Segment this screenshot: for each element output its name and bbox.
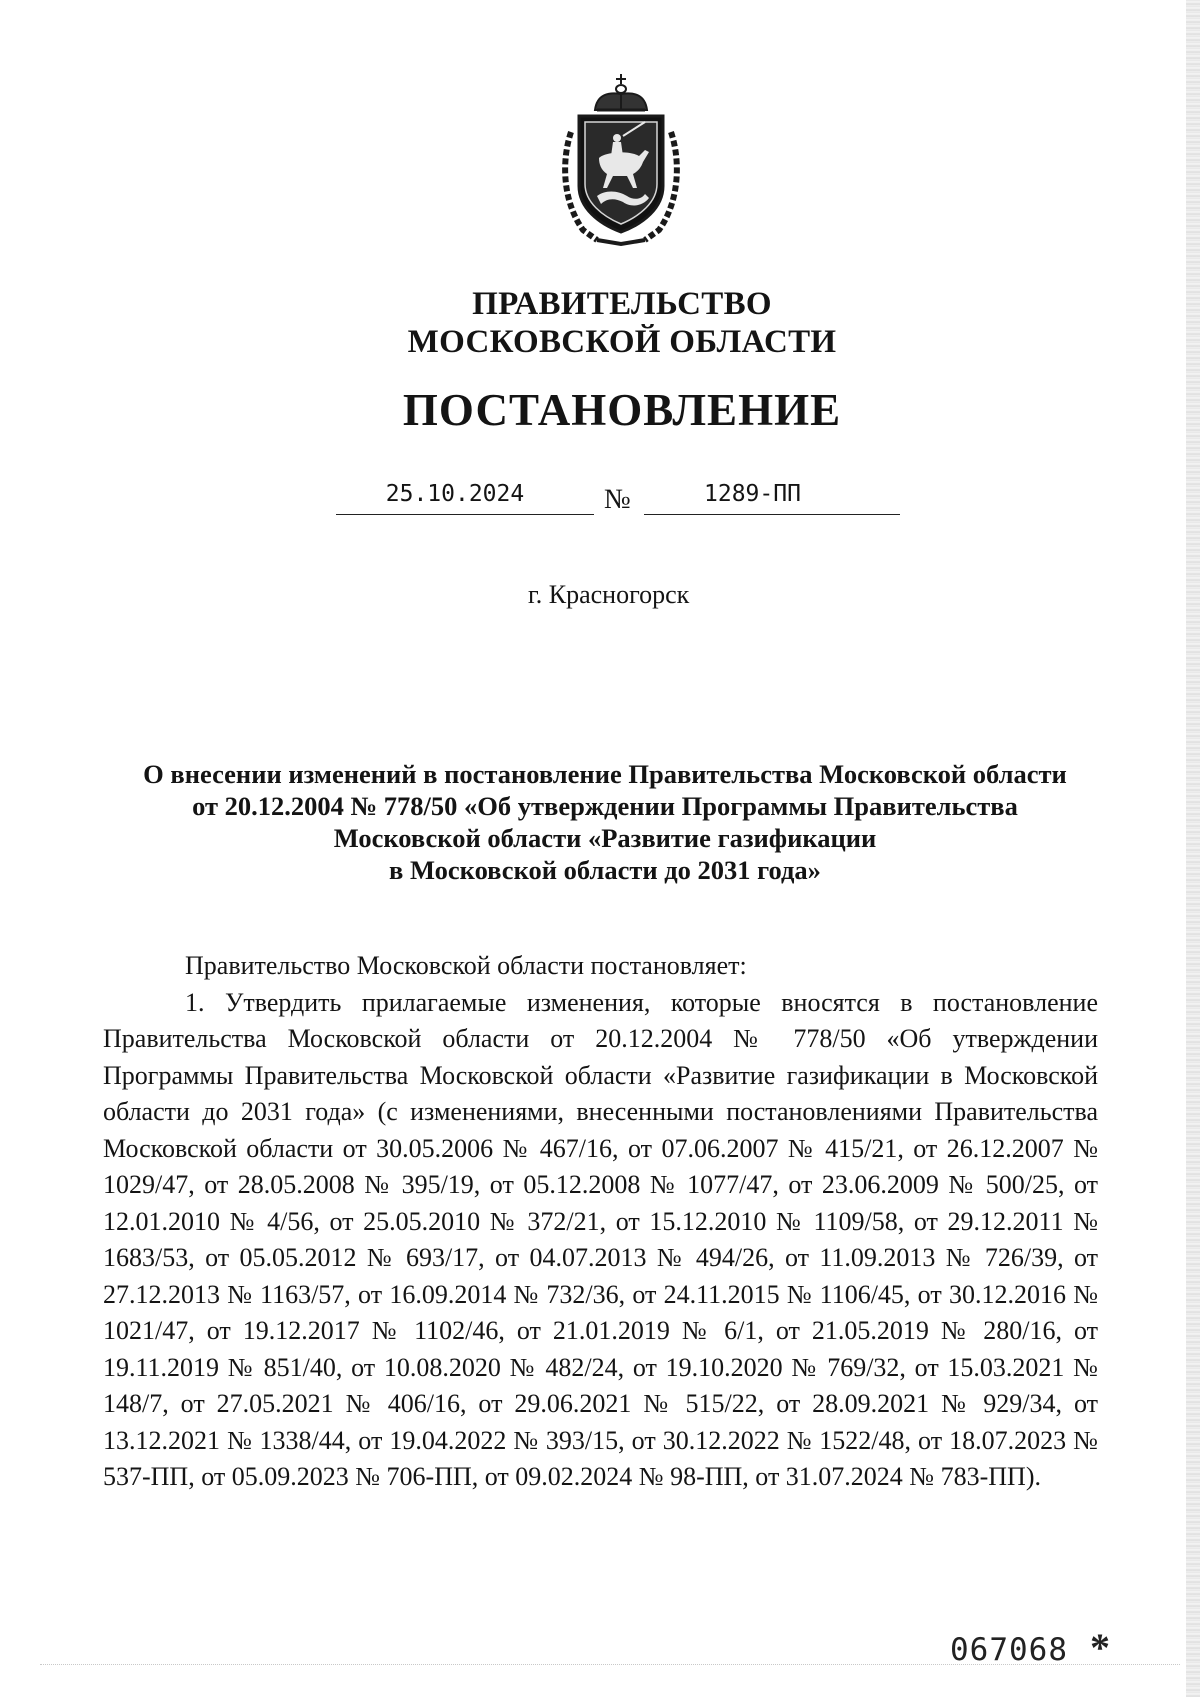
subject-line: от 20.12.2004 № 778/50 «Об утверждении Программы Правительства — [192, 791, 1018, 821]
subject-line: в Московской области до 2031 года» — [389, 855, 821, 885]
form-serial-number: 067068 — [950, 1632, 1068, 1668]
document-date: 25.10.2024 — [385, 481, 525, 507]
subject-line: Московской области «Развитие газификации — [333, 823, 877, 853]
coat-of-arms-icon — [557, 72, 685, 247]
government-title-line2: МОСКОВСКОЙ ОБЛАСТИ — [407, 324, 837, 360]
number-sign: № — [604, 484, 631, 515]
body-preamble: Правительство Московской области постановляет: — [185, 951, 747, 980]
government-title-line1: ПРАВИТЕЛЬСТВО — [472, 286, 772, 322]
serial-asterisk: * — [1090, 1625, 1110, 1670]
document-date-field — [336, 476, 594, 515]
body-clause-1: 1. Утвердить прилагаемые изменения, которые вносятся в постановление Правительства Московской области от 20.12.2004 № 778/50 «Об утверждении Программы Правительства Московской области «Развитие газификации в Московской области до 2031 года» (с изменениями, внесенными постановлениями Правительства Московской области от 30.05.2006 № 467/16, от 07.06.2007 № 415/21, от 26.12.2007 № 1029/47, от 28.05.2008 № 395/19, от 05.12.2008 № 1077/47, от 23.06.2009 № 500/25, от 12.01.2010 № 4/56, от 25.05.2010 № 372/21, от 15.12.2010 № 1109/58, от 29.12.2011 № 1683/53, от 05.05.2012 № 693/17, от 04.07.2013 № 494/26, от 11.09.2013 № 726/39, от 27.12.2013 № 1163/57, от 16.09.2014 № 732/36, от 24.11.2015 № 1106/45, от 30.12.2016 № 1021/47, от 19.12.2017 № 1102/46, от 21.01.2019 № 6/1, от 21.05.2019 № 280/16, от 19.11.2019 № 851/40, от 10.08.2020 № 482/24, от 19.10.2020 № 769/32, от 15.03.2021 № 148/7, от 27.05.2021 № 406/16, от 29.06.2021 № 515/22, от 28.09.2021 № 929/34, от 13.12.2021 № 1338/44, от 19.04.2022 № 393/15, от 30.12.2022 № 1522/48, от 18.07.2023 № 537-ПП, от 05.09.2023 № 706-ПП, от 09.02.2024 № 98-ПП, от 31.07.2024 № 783-ПП). — [103, 987, 1098, 1491]
place-of-issue: г. Красногорск — [528, 580, 690, 609]
document-type: ПОСТАНОВЛЕНИЕ — [402, 385, 842, 435]
subject-line: О внесении изменений в постановление Правительства Московской области — [143, 759, 1067, 789]
document-number-field — [644, 476, 900, 515]
document-body — [103, 948, 1098, 1496]
document-subject — [100, 758, 1110, 886]
document-number: 1289-ПП — [704, 481, 801, 507]
scan-edge-artifact — [1186, 0, 1200, 1697]
